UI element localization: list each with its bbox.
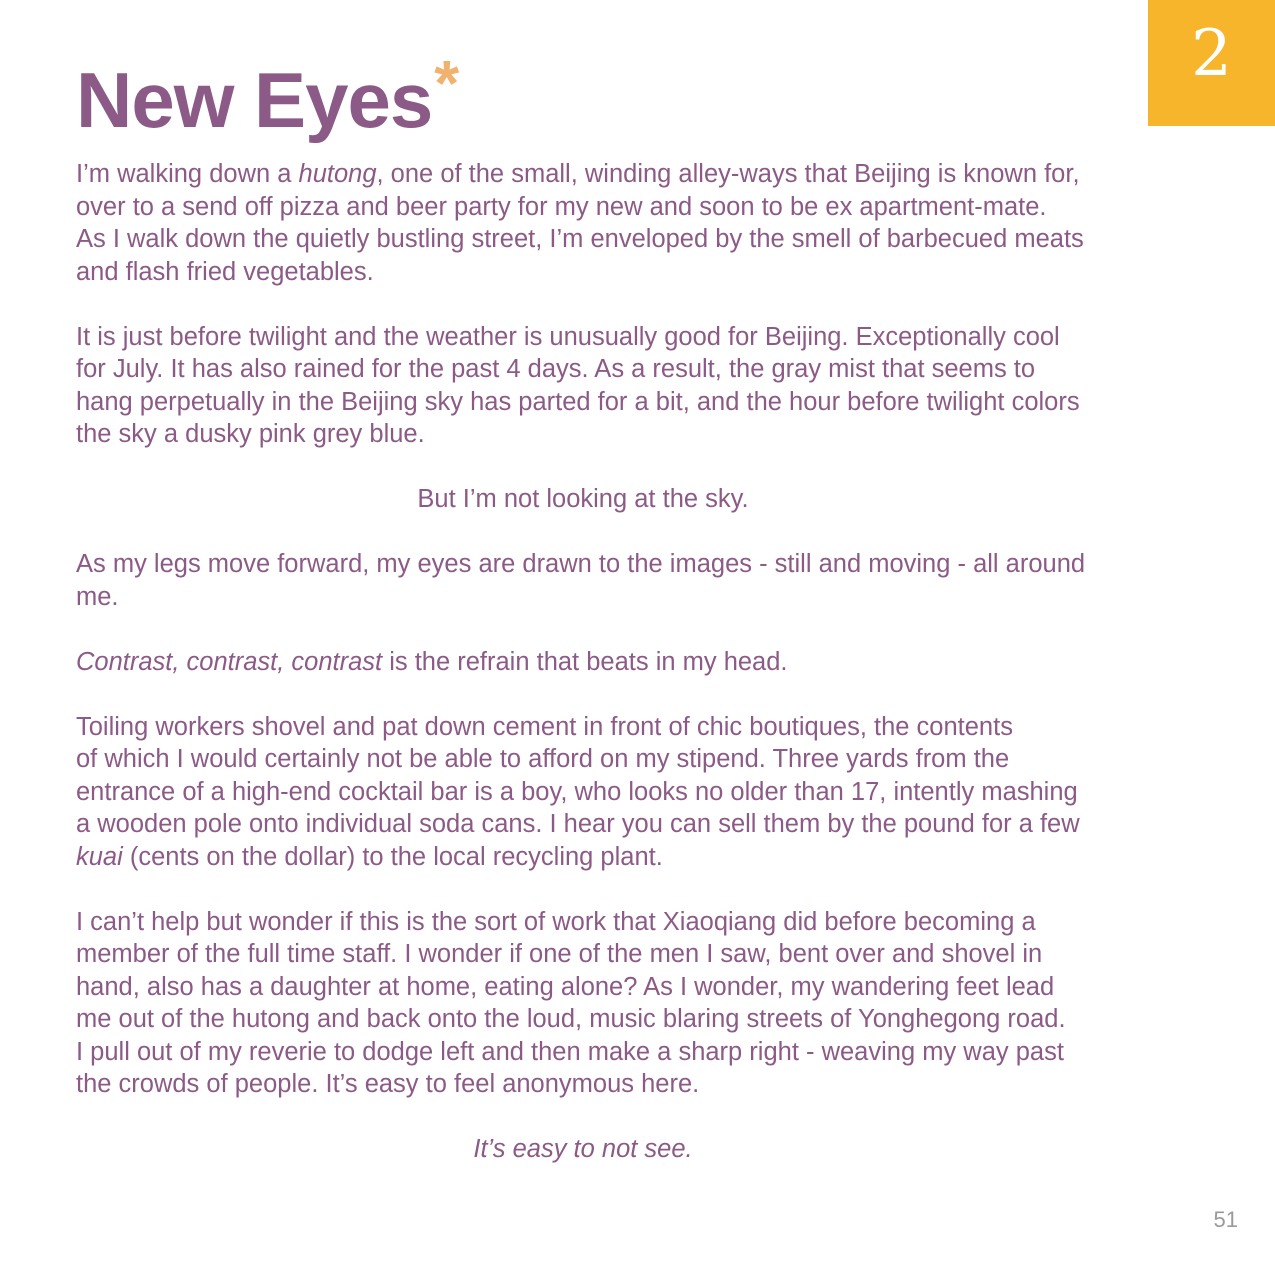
text-line: hand, also has a daughter at home, eating alone? As I wonder, my wandering feet lead — [76, 972, 1055, 1001]
paragraph-4 — [76, 548, 1166, 613]
paragraph-1 — [76, 158, 1166, 288]
text-line — [76, 158, 1166, 191]
title-text: New Eyes — [76, 56, 433, 144]
chapter-number: 2 — [1191, 17, 1232, 91]
paragraph-3-centered — [76, 483, 1166, 516]
text-line: the sky a dusky pink grey blue. — [76, 420, 425, 448]
title-asterisk: * — [434, 47, 459, 119]
text-line — [76, 841, 1166, 874]
text-line: member of the full time staff. I wonder if one of the men I saw, bent over and shovel in — [76, 940, 1043, 968]
text-line: for July. It has also rained for the past 4 days. As a result, the gray mist that seems to — [76, 355, 1036, 383]
page-number: 51 — [1213, 1207, 1238, 1232]
italic-term: kuai — [76, 842, 123, 871]
text-line: entrance of a high-end cocktail bar is a boy, who looks no older than 17, intently mashing — [76, 777, 1078, 806]
text-line: I can’t help but wonder if this is the sort of work that Xiaoqiang did before becoming a — [76, 907, 1036, 936]
text-run: is the refrain that beats in my head. — [382, 647, 788, 676]
text-line: me. — [76, 582, 119, 611]
text-line — [76, 646, 1166, 679]
text-line: of which I would certainly not be able to afford on my stipend. Three yards from the — [76, 745, 1010, 773]
text-line: a wooden pole onto individual soda cans. I hear you can sell them by the pound for a few — [76, 810, 1080, 838]
paragraph-5 — [76, 646, 1166, 679]
italic-term: Contrast, contrast, contrast — [76, 647, 383, 676]
text-line: hang perpetually in the Beijing sky has parted for a bit, and the hour before twilight colors — [76, 387, 1080, 416]
text-line: and flash fried vegetables. — [76, 257, 374, 286]
text-line: Toiling workers shovel and pat down cement in front of chic boutiques, the contents — [76, 712, 1013, 741]
chapter-tab — [1148, 0, 1275, 126]
text-line: As my legs move forward, my eyes are drawn to the images - still and moving - all around — [76, 550, 1086, 578]
paragraph-7 — [76, 906, 1166, 1101]
text-run: (cents on the dollar) to the local recycling plant. — [122, 842, 663, 871]
text-line: As I walk down the quietly bustling street, I’m enveloped by the smell of barbecued meats — [76, 225, 1084, 253]
paragraph-8-centered — [76, 1133, 1166, 1166]
text-line: But I’m not looking at the sky. — [417, 485, 749, 513]
text-line: the crowds of people. It’s easy to feel anonymous here. — [76, 1070, 700, 1098]
italic-term: hutong — [298, 160, 377, 188]
text-line: me out of the hutong and back onto the loud, music blaring streets of Yonghegong road. — [76, 1005, 1066, 1033]
article-body — [76, 158, 1166, 1198]
text-line: I pull out of my reverie to dodge left and then make a sharp right - weaving my way past — [76, 1037, 1064, 1066]
closing-line: It’s easy to not see. — [473, 1135, 693, 1163]
page-title — [76, 48, 458, 144]
text-line: It is just before twilight and the weather is unusually good for Beijing. Exceptionally cool — [76, 322, 1060, 351]
text-line: over to a send off pizza and beer party for my new and soon to be ex apartment-mate. — [76, 192, 1047, 221]
text-run: , one of the small, winding alley-ways that Beijing is known for, — [376, 160, 1080, 188]
paragraph-2 — [76, 321, 1166, 451]
paragraph-6 — [76, 711, 1166, 874]
text-run: I’m walking down a — [76, 160, 299, 188]
